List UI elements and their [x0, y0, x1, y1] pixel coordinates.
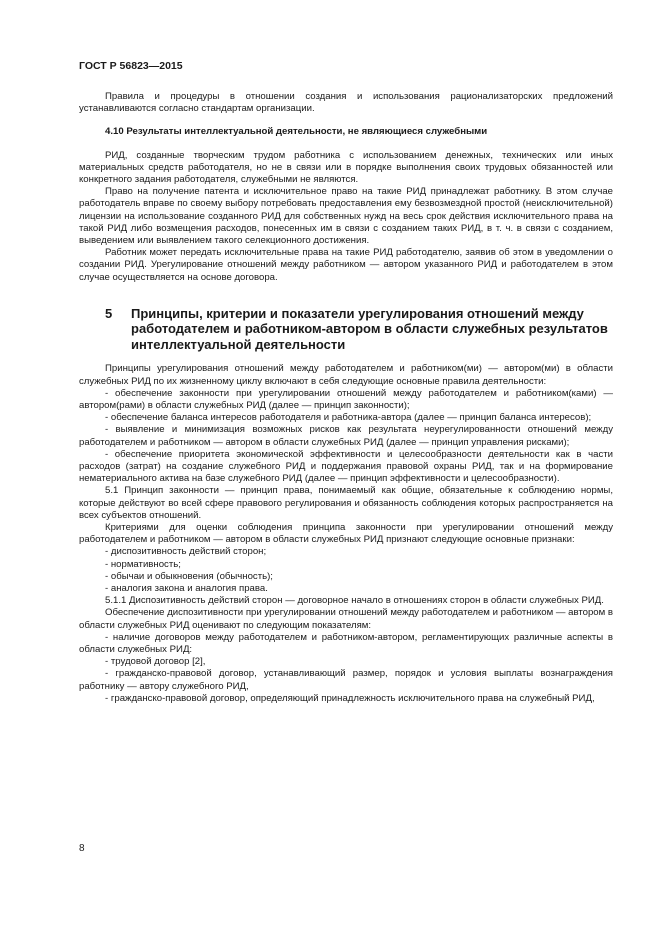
section-heading	[79, 306, 613, 353]
document-header: ГОСТ Р 56823—2015	[79, 60, 183, 72]
page-number: 8	[79, 843, 85, 854]
paragraph: РИД, созданные творческим трудом работника с использованием денежных, технических или иных материальных средств работодателя, но не в связи или в порядке выполнения своих трудовых обязанностей или конкретного задания работодателя, служебными не являются.	[79, 149, 613, 186]
paragraph: Право на получение патента и исключительное право на такие РИД принадлежат работнику. В этом случае работодатель вправе по своему выбору потребовать предоставления ему безвозмездной простой (неисключительной) лицензии на использование созданного РИД для собственных нужд на весь срок действия исключительного права на такой РИД либо возмещения расходов, понесенных им в связи с созданием таких РИД, в т. ч. в связи с созданием, выведением или выявлением такого селекционного достижения.	[79, 186, 613, 247]
paragraph: Принципы урегулирования отношений между работодателем и работником(ми) — автором(ми) в области служебных РИД по их жизненному циклу включают в себя следующие основные правила деятельности:	[79, 363, 613, 387]
list-item: - выявление и минимизация возможных рисков как результата неурегулированности отношений между работодателем и работником — автором в области служебных РИД (далее — принцип управления рисками);	[79, 424, 613, 448]
list-item: - диспозитивность действий сторон;	[105, 546, 267, 558]
list-item: - обычаи и обыкновения (обычность);	[105, 570, 273, 582]
list-item: - аналогия закона и аналогия права.	[105, 583, 268, 594]
spacer	[79, 352, 613, 363]
paragraph: Правила и процедуры в отношении создания и использования рационализаторских предложений устанавливаются согласно стандартам организации.	[79, 91, 613, 115]
spacer	[79, 139, 613, 150]
paragraph: Критериями для оценки соблюдения принципа законности при урегулировании отношений между работодателем и работником — автором в области служебных РИД признают следующие основные признаки:	[79, 521, 613, 546]
paragraph: 5.1.1 Диспозитивность действий сторон — договорное начало в отношениях сторон в области служебных РИД.	[105, 595, 604, 607]
spacer	[79, 284, 613, 306]
list-item: - обеспечение приоритета экономической эффективности и целесообразности деятельности как в части расходов (затрат) на создание служебного РИД и поддержания правовой охраны РИД, так и на формирование нематериального актива на базе служебного РИД (далее — принцип эффективности и целесообразности).	[79, 448, 613, 485]
list-item: - наличие договоров между работодателем и работником-автором, регламентирующих различные аспекты в области служебных РИД:	[79, 631, 613, 656]
document-body	[79, 91, 613, 705]
paragraph: Обеспечение диспозитивности при урегулировании отношений между работодателем и работником — автором в области служебных РИД оценивают по следующим показателям:	[79, 607, 613, 631]
list-item: - обеспечение законности при урегулировании отношений между работодателем и работником(ками) — автором(рами) в области служебных РИД (далее — принцип законности);	[79, 387, 613, 411]
list-item: - обеспечение баланса интересов работодателя и работника-автора (далее — принцип баланса интересов);	[105, 412, 592, 424]
subsection-heading: 4.10 Результаты интеллектуальной деятельности, не являющиеся служебными	[105, 126, 488, 138]
paragraph: Работник может передать исключительные права на такие РИД работодателю, заявив об этом в уведомлении о создании РИД. Урегулирование отношений между работником — автором указанного РИД и работодателем в этом случае осуществляется на основе договора.	[79, 247, 613, 283]
list-item: - гражданско-правовой договор, определяющий принадлежность исключительного права на служебный РИД,	[105, 692, 595, 704]
list-item: - нормативность;	[105, 558, 181, 570]
section-title: Принципы, критерии и показатели урегулирования отношений между работодателем и работником-автором в области служебных результатов интеллектуальной деятельности	[131, 305, 608, 352]
paragraph: 5.1 Принцип законности — принцип права, понимаемый как общие, обязательные к соблюдению нормы, которые действуют во всей сфере правового регулирования и обязанность соблюдения которых распространяется на всех субъектов отношений.	[79, 485, 613, 521]
list-item: - гражданско-правовой договор, устанавливающий размер, порядок и условия выплаты вознаграждения работнику — автору служебного РИД,	[79, 668, 613, 692]
list-item: - трудовой договор [2],	[105, 656, 206, 668]
section-number: 5	[105, 305, 113, 321]
spacer	[79, 115, 613, 126]
